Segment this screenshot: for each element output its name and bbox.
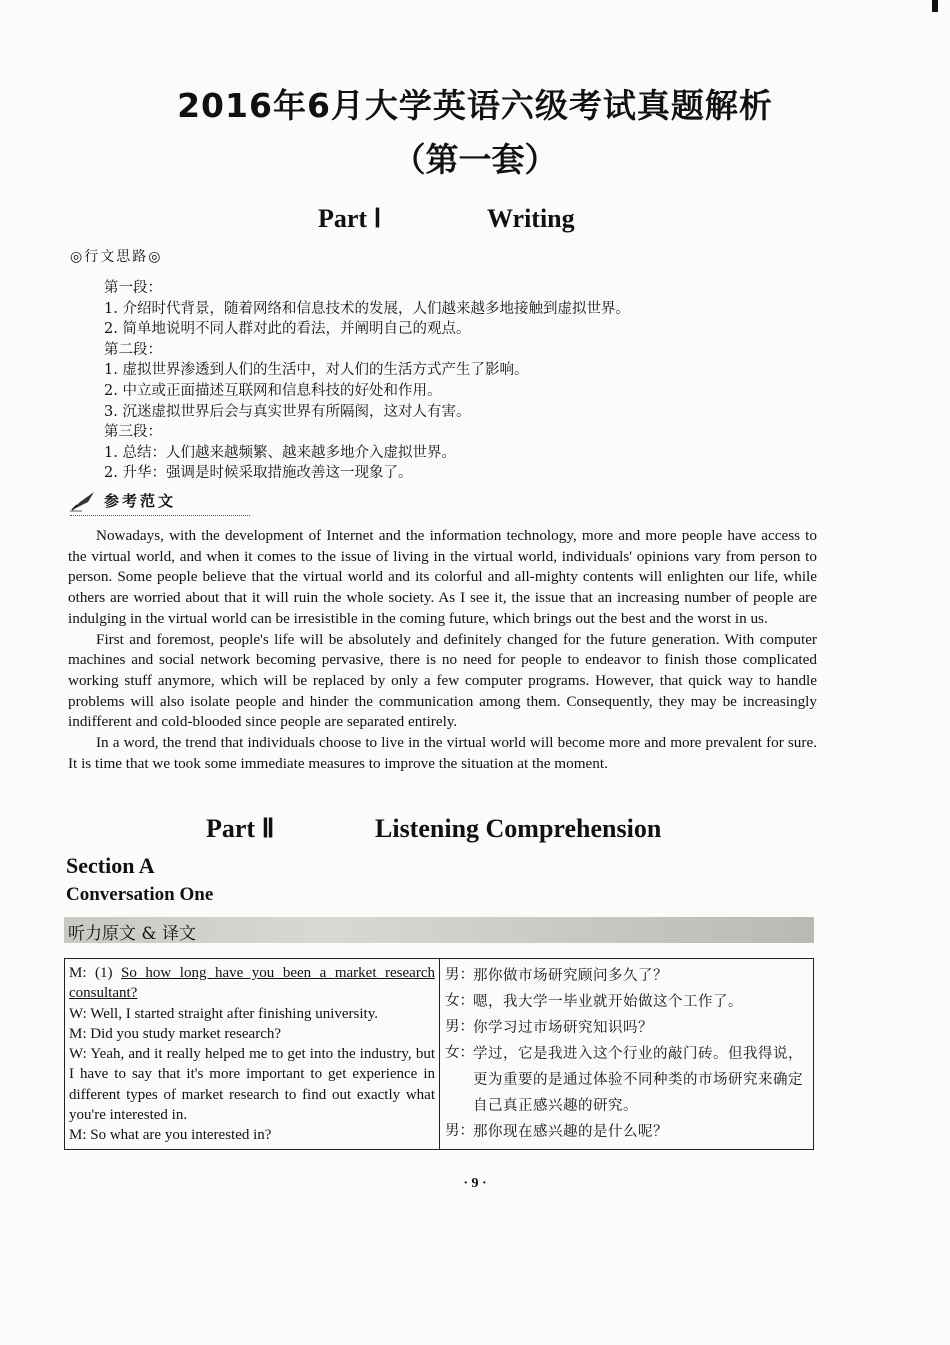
english-column <box>69 963 435 1146</box>
outline-line: 第三段： <box>104 424 162 441</box>
part1-title: Writing <box>487 204 575 233</box>
transcript-table <box>64 958 814 1150</box>
transcript-line-zh <box>445 989 807 1015</box>
transcript-line-zh <box>445 1119 807 1145</box>
transcript-line-en: M: So what are you interested in? <box>69 1127 272 1144</box>
translation-text: 那你做市场研究顾问多久了？ <box>473 968 668 984</box>
transcript-line-en: M: Did you study market research? <box>69 1025 282 1042</box>
reference-heading-text: 参考范文 <box>104 492 177 510</box>
page-title: 2016年6月大学英语六级考试真题解析 <box>177 86 773 125</box>
outline-line: 1. 介绍时代背景，随着网络和信息技术的发展，人们越来越多地接触到虚拟世界。 <box>104 300 630 317</box>
outline-line: 第二段： <box>104 341 162 358</box>
part2-label: Part Ⅱ <box>206 814 275 843</box>
transcript-bar-label: 听力原文 & 译文 <box>68 924 196 944</box>
transcript-line-en <box>69 963 435 1004</box>
essay-paragraph: In a word, the trend that individuals choose to live in the virtual world will become more and more prevalent for sure. It is time that we took some immediate measures to improve the situation at the moment. <box>68 734 817 772</box>
essay-paragraph: Nowadays, with the development of Internet and the information technology, more and more people have access to the virtual world, and when it comes to the issue of living in the virtual world, individuals' opinions vary from person to person. Some people believe that the virtual world and its colorful and all-mighty contents will enlighten our life, while others are worried about that it will ruin the whole society. As I see it, the issue that an increasing number of people are indulging in the virtual world can be irresistible in the coming future, which brings out the best and the worst in us. <box>68 527 817 627</box>
transcript-line-zh <box>445 1015 807 1041</box>
outline-line: 2. 升华：强调是时候采取措施改善这一现象了。 <box>104 465 413 482</box>
scan-corner-mark <box>932 0 938 12</box>
section-a-heading: Section A <box>66 853 155 878</box>
outline-line: 2. 中立或正面描述互联网和信息科技的好处和作用。 <box>104 382 442 399</box>
transcript-bar <box>64 917 814 943</box>
outline-list <box>104 278 630 484</box>
quill-pen-icon <box>70 490 98 512</box>
part2-title: Listening Comprehension <box>375 814 662 843</box>
outline-heading: ◎行文思路◎ <box>70 249 163 265</box>
outline-line: 第一段： <box>104 280 162 296</box>
outline-line: 3. 沉迷虚拟世界后会与真实世界有所隔阂，这对人有害。 <box>104 403 471 420</box>
speaker-label: 男： <box>445 1123 474 1139</box>
speaker-label: 男： <box>445 967 474 983</box>
essay-paragraph: First and foremost, people's life will be absolutely and definitely changed for the future generation. With computer machines and social network becoming pervasive, there is no need for people to endeavor to finish those complicated working stuff anymore, which will be replaced by only a few computer programs. However, that quick way to handle problems will also isolate people and hinder the communication among them. Consequently, they may be increasingly indifferent and cold-blooded since people are separated entirely. <box>68 630 817 731</box>
speaker-question-number: M: (1) <box>69 965 122 981</box>
chinese-column <box>445 963 807 1145</box>
page-subtitle: （第一套） <box>392 140 558 179</box>
outline-line: 1. 虚拟世界渗透到人们的生活中，对人们的生活方式产生了影响。 <box>104 362 529 379</box>
reference-essay <box>68 526 817 774</box>
transcript-line-zh <box>445 1041 807 1119</box>
transcript-line-zh <box>445 963 807 989</box>
speaker-label: 女： <box>445 993 474 1009</box>
outline-line: 1. 总结：人们越来越频繁、越来越多地介入虚拟世界。 <box>104 444 456 461</box>
translation-text: 嗯，我大学一毕业就开始做这个工作了。 <box>473 994 743 1010</box>
translation-text: 学过，它是我进入这个行业的敲门砖。但我得说，更为重要的是通过体验不同种类的市场研究来确定自己真正感兴趣的研究。 <box>473 1046 803 1114</box>
transcript-line-en: W: Yeah, and it really helped me to get into the industry, but I have to say that it's more important to get experience in different types of market research to find out exactly what you're interested in. <box>69 1046 435 1124</box>
part1-label: Part Ⅰ <box>318 204 382 233</box>
translation-text: 你学习过市场研究知识吗？ <box>473 1020 653 1036</box>
speaker-label: 女： <box>445 1045 474 1061</box>
translation-text: 那你现在感兴趣的是什么呢？ <box>473 1124 668 1140</box>
conversation-heading: Conversation One <box>66 884 214 905</box>
divider <box>70 515 250 516</box>
page-number: · 9 · <box>463 1176 487 1191</box>
speaker-label: 男： <box>445 1019 474 1035</box>
outline-line: 2. 简单地说明不同人群对此的看法，并阐明自己的观点。 <box>104 321 471 338</box>
column-divider <box>439 959 440 1149</box>
transcript-line-en: W: Well, I started straight after finishing university. <box>69 1005 378 1022</box>
reference-heading <box>70 488 260 514</box>
underlined-question: So how long have you been a market research consultant? <box>69 965 435 1002</box>
